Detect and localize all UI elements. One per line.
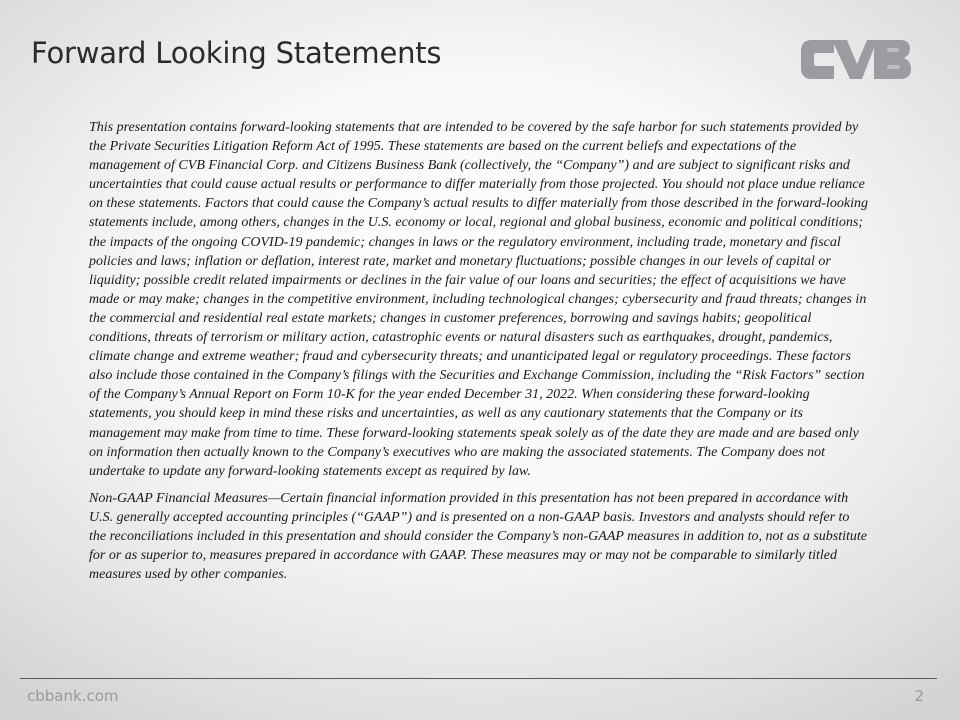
footer-divider <box>20 678 937 679</box>
cvb-logo <box>798 37 913 82</box>
page-title: Forward Looking Statements <box>31 36 442 70</box>
footer-website: cbbank.com <box>27 687 119 705</box>
non-gaap-paragraph: Non-GAAP Financial Measures—Certain financial information provided in this presentation has not been prepared in accordance with U.S. generally accepted accounting principles (“GAAP”) and is presented on a non-GAAP basis. Investors and analysts should refer to the reconciliations included in this presentation and should consider the Company’s non-GAAP measures in addition to, not as a substitute for or as superior to, measures prepared in accordance with GAAP. These measures may or may not be comparable to similarly titled measures used by other companies. <box>89 490 867 583</box>
forward-looking-paragraph: This presentation contains forward-looking statements that are intended to be covered by the safe harbor for such statements provided by the Private Securities Litigation Reform Act of 1995. These statements are based on the current beliefs and expectations of the management of CVB Financial Corp. and Citizens Business Bank (collectively, the “Company”) and are subject to significant risks and uncertainties that could cause actual results or performance to differ materially from those projected. You should not place undue reliance on these statements. Factors that could cause the Company’s actual results to differ materially from those described in the forward-looking statements include, among others, changes in the U.S. economy or local, regional and global business, economic and political conditions; the impacts of the ongoing COVID-19 pandemic; changes in laws or the regulatory environment, including trade, monetary and fiscal policies and laws; inflation or deflation, interest rate, market and monetary fluctuations; possible changes in our levels of capital or liquidity; possible credit related impairments or declines in the fair value of our loans and securities; the effect of acquisitions we have made or may make; changes in the competitive environment, including technological changes; cybersecurity and fraud threats; changes in the commercial and residential real estate markets; changes in customer preferences, borrowing and savings habits; geopolitical conditions, threats of terrorism or military action, catastrophic events or natural disasters such as earthquakes, drought, pandemics, climate change and extreme weather; fraud and cybersecurity threats; and unanticipated legal or regulatory proceedings. These factors also include those contained in the Company’s filings with the Securities and Exchange Commission, including the “Risk Factors” section of the Company’s Annual Report on Form 10-K for the year ended December 31, 2022. When considering these forward-looking statements, you should keep in mind these risks and uncertainties, as well as any cautionary statements that the Company or its management may make from time to time. These forward-looking statements speak solely as of the date they are made and are based only on information then actually known to the Company’s executives who are making the associated statements. The Company does not undertake to update any forward-looking statements except as required by law. <box>89 120 868 479</box>
page-number: 2 <box>914 687 924 705</box>
disclaimer-body <box>89 118 869 584</box>
